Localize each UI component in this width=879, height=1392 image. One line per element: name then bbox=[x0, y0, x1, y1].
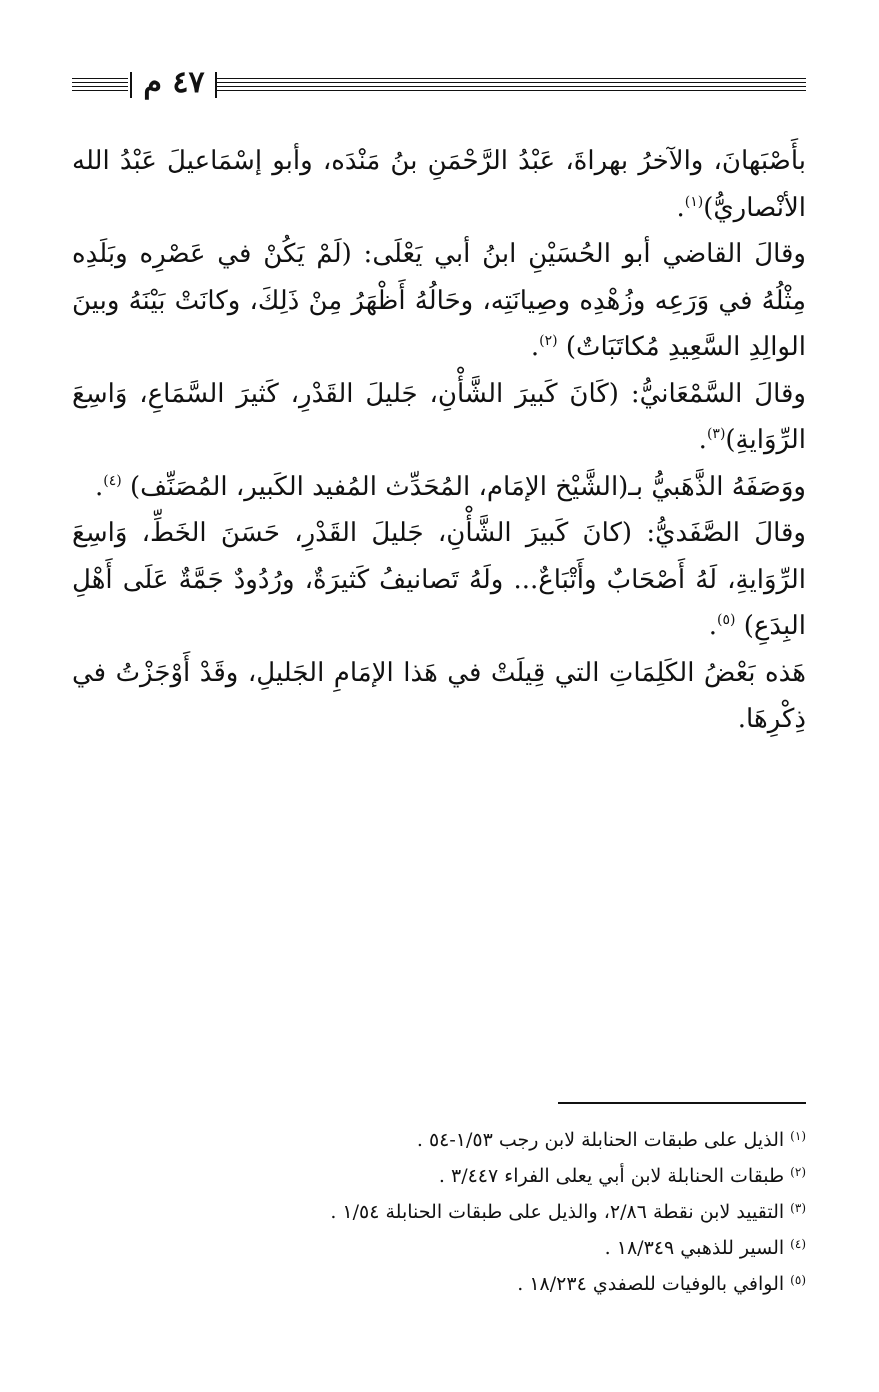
paragraph-text: بأَصْبَهانَ، والآخرُ بهراةَ، عَبْدُ الرَّحْمَنِ بنُ مَنْدَه، وأبو إسْمَاعيلَ عَبْدُ الله الأنْصاريُّ) bbox=[72, 146, 806, 223]
header-rule-end-bar bbox=[215, 72, 217, 98]
paragraph-text: وقالَ القاضي أبو الحُسَيْنِ ابنُ أبي يَعْلَى: (لَمْ يَكُنْ في عَصْرِه وبَلَدِه مِثْلُهُ في وَرَعِه وزُهْدِه وصِيانَتِه، وحَالُهُ أَظْهَرُ مِنْ ذَلِكَ، وكانَتْ بَيْنَهُ وبينَ الوالِدِ السَّعِيدِ مُكاتَبَاتٌ) bbox=[72, 239, 806, 362]
footnote-text: التقييد لابن نقطة ٢/٨٦، والذيل على طبقات الحنابلة ١/٥٤ . bbox=[330, 1201, 785, 1223]
paragraph-end: . bbox=[698, 425, 707, 455]
footnote-number: (٥) bbox=[790, 1273, 806, 1287]
paragraph bbox=[72, 138, 806, 231]
footnote-text: الوافي بالوفيات للصفدي ١٨/٢٣٤ . bbox=[517, 1273, 785, 1295]
footnote-number: (٤) bbox=[790, 1237, 806, 1251]
paragraph-text: وقالَ السَّمْعَانيُّ: (كَانَ كَبيرَ الشَّأْنِ، جَليلَ القَدْرِ، كَثيرَ السَّمَاعِ، وَاسِعَ الرِّوَايةِ) bbox=[72, 378, 806, 455]
paragraph-text: وقالَ الصَّفَديُّ: (كانَ كَبيرَ الشَّأْنِ، جَليلَ القَدْرِ، حَسَنَ الخَطِّ، وَاسِعَ الرِّوَايةِ، لَهُ أَصْحَابٌ وأَتْبَاعٌ... ولَهُ تَصانيفُ كَثيرَةٌ، ورُدُودٌ جَمَّةٌ عَلَى أَهْلِ البِدَعِ) bbox=[72, 518, 806, 641]
footnote-number: (٢) bbox=[790, 1165, 806, 1179]
paragraph-text: ووَصَفَهُ الذَّهَبيُّ بـ(الشَّيْخ الإمَام، المُحَدِّث المُفيد الكَبير، المُصَنِّف) bbox=[121, 471, 806, 502]
paragraph bbox=[72, 231, 806, 371]
footnote-reference: (٥) bbox=[716, 612, 736, 628]
header-short-rule bbox=[72, 78, 128, 91]
paragraph-end: . bbox=[676, 192, 685, 223]
header-double-rule bbox=[217, 78, 806, 91]
paragraph bbox=[72, 650, 806, 743]
footnote-text: السير للذهبي ١٨/٣٤٩ . bbox=[604, 1237, 785, 1259]
page-number: ٤٧ م bbox=[143, 65, 205, 100]
paragraph bbox=[72, 464, 806, 511]
footnote-number: (٣) bbox=[790, 1201, 806, 1215]
footnote-item bbox=[72, 1192, 806, 1228]
footnote-item bbox=[72, 1120, 806, 1156]
page-header bbox=[72, 65, 806, 100]
header-rule-end-bar bbox=[130, 72, 132, 98]
footnote-item bbox=[72, 1228, 806, 1264]
paragraph bbox=[72, 371, 806, 464]
footnote-separator bbox=[558, 1102, 806, 1104]
footnote-text: طبقات الحنابلة لابن أبي يعلى الفراء ٣/٤٤٧ . bbox=[438, 1165, 785, 1187]
footnotes bbox=[72, 1120, 806, 1300]
footnote-item bbox=[72, 1264, 806, 1300]
footnote-text: الذيل على طبقات الحنابلة لابن رجب ١/٥٣-٥٤ . bbox=[416, 1129, 785, 1151]
footnote-reference: (٤) bbox=[103, 472, 122, 489]
paragraph-end: . bbox=[95, 471, 104, 502]
paragraph-end: . bbox=[708, 611, 717, 641]
footnote-reference: (٢) bbox=[539, 333, 558, 349]
main-text bbox=[72, 138, 806, 743]
footnote-reference: (١) bbox=[684, 193, 704, 210]
paragraph bbox=[72, 510, 806, 650]
paragraph-text: هَذه بَعْضُ الكَلِمَاتِ التي قِيلَتْ في هَذا الإمَامِ الجَليلِ، وقَدْ أَوْجَزْتُ في ذِكْرِهَا. bbox=[72, 657, 806, 734]
footnote-number: (١) bbox=[790, 1129, 806, 1143]
footnote-item bbox=[72, 1156, 806, 1192]
paragraph-end: . bbox=[530, 332, 540, 362]
footnote-reference: (٣) bbox=[706, 426, 726, 442]
